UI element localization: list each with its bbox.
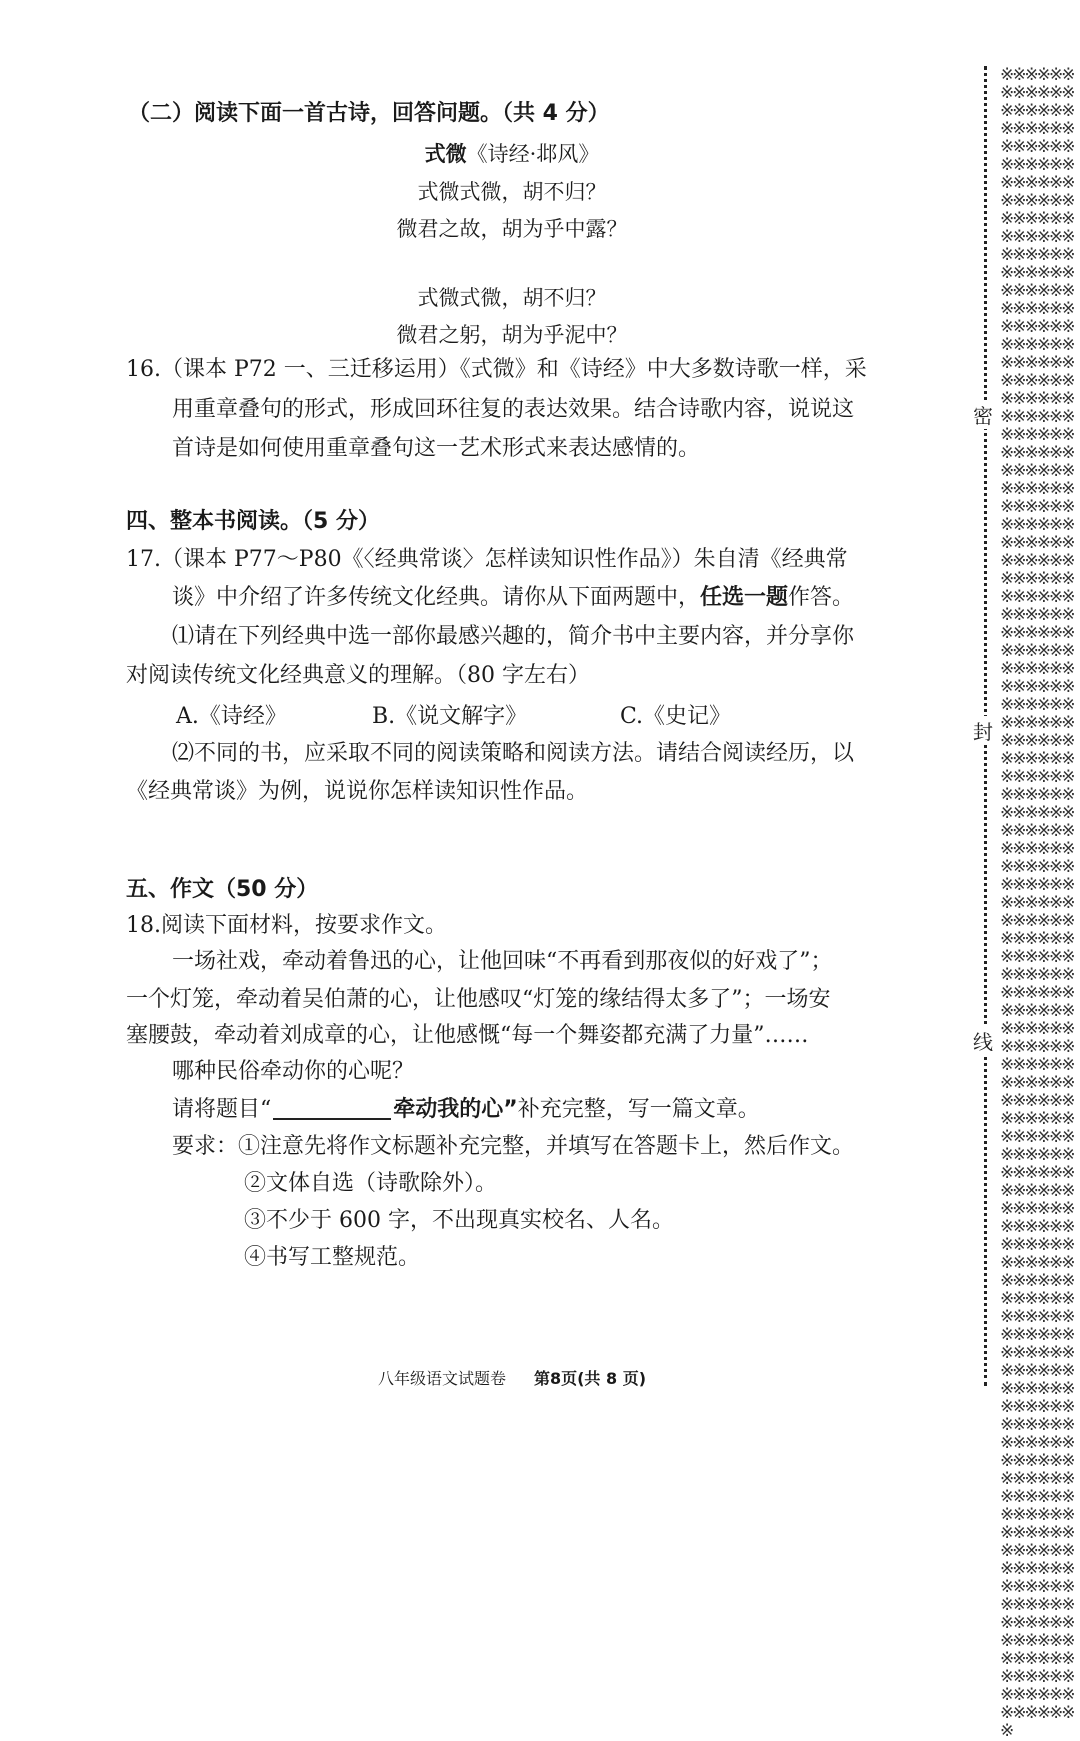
q18-requirement-1-line (172, 1133, 854, 1161)
q17-line-2-end: 作答。 (788, 585, 855, 610)
binding-label-xian: 线 (966, 1026, 1000, 1055)
q17-sub2-line-2: 《经典常谈》为例，说说你怎样读知识性作品。 (126, 779, 589, 804)
q18-title-prefix: 请将题目“ (172, 1097, 272, 1122)
option-a: A.《诗经》 (176, 704, 287, 729)
q17-options (176, 703, 731, 731)
requirement-1: ①注意先将作文标题补充完整，并填写在答题卡上，然后作文。 (238, 1134, 855, 1159)
section-4-heading: 四、整本书阅读。（5 分） (126, 509, 380, 534)
q18-question: 哪种民俗牵动你的心呢？ (172, 1059, 415, 1084)
q17-line-1: 17.（课本 P77～P80《〈经典常谈〉怎样读知识性作品》）朱自清《经典常 (126, 547, 848, 572)
footer-page-number: 第8页(共 8 页) (533, 1369, 647, 1388)
option-b: B.《说文解字》 (372, 704, 528, 729)
q17-sub2-line-1: ⑵不同的书，应采取不同的阅读策略和阅读方法。请结合阅读经历，以 (172, 741, 855, 766)
q18-material-line-1: 一场社戏，牵动着鲁迅的心，让他回味“不再看到那夜似的好戏了”； (172, 949, 833, 974)
q18-title-line (172, 1096, 760, 1124)
q17-sub1-line-2: 对阅读传统文化经典意义的理解。（80 字左右） (126, 663, 590, 688)
poem-line-1: 式微式微，胡不归？ (417, 180, 607, 204)
binding-label-feng: 封 (966, 716, 1000, 745)
q18-title-bold: 牵动我的心” (393, 1097, 518, 1122)
q16-line-1: 16.（课本 P72 一、三迁移运用）《式微》和《诗经》中大多数诗歌一样，采 (126, 357, 867, 382)
q18-material-line-3: 塞腰鼓，牵动着刘成章的心，让他感慨“每一个舞姿都充满了力量”…… (126, 1023, 809, 1048)
section-2-heading: （二）阅读下面一首古诗，回答问题。（共 4 分） (128, 101, 610, 126)
poem-line-2: 微君之故，胡为乎中露？ (396, 217, 628, 241)
poem-title: 式微 (424, 142, 467, 166)
binding-label-mi: 密 (966, 400, 1000, 429)
footer-title: 八年级语文试题卷 (377, 1369, 506, 1388)
poem-source: 《诗经·邶风》 (466, 142, 600, 166)
q18-intro: 18.阅读下面材料，按要求作文。 (126, 913, 447, 938)
q17-line-2-text: 谈》中介绍了许多传统文化经典。请你从下面两题中， (172, 585, 701, 610)
poem-line-4: 微君之躬，胡为乎泥中？ (396, 323, 628, 347)
requirement-label: 要求： (172, 1134, 239, 1159)
title-blank (273, 1096, 391, 1120)
q16-line-3: 首诗是如何使用重章叠句这一艺术形式来表达感情的。 (172, 436, 701, 461)
q17-sub1-line-1: ⑴请在下列经典中选一部你最感兴趣的，简介书中主要内容，并分享你 (172, 624, 855, 649)
poem-title-line (0, 140, 1024, 168)
q17-line-2 (172, 584, 854, 612)
poem-line-3: 式微式微，胡不归？ (417, 286, 607, 310)
requirement-3: ③不少于 600 字，不出现真实校名、人名。 (244, 1208, 674, 1233)
page-footer (0, 1366, 1024, 1389)
requirement-2: ②文体自选（诗歌除外）。 (244, 1171, 498, 1196)
section-5-heading: 五、作文（50 分） (126, 877, 319, 902)
q16-line-2: 用重章叠句的形式，形成回环往复的表达效果。结合诗歌内容，说说这 (172, 397, 855, 422)
q17-choose-one: 任选一题 (700, 585, 789, 610)
option-c: C.《史记》 (620, 704, 732, 729)
q18-material-line-2: 一个灯笼，牵动着吴伯萧的心，让他感叹“灯笼的缘结得太多了”；一场安 (126, 987, 831, 1012)
q18-title-suffix: 补充完整，写一篇文章。 (517, 1097, 760, 1122)
binding-pattern: ※※※※※※※※※※※※※※※※※※※※※※※※※※※※※※※※※※※※※※※※※※※※※※※※※※※※※※※※※※※※※※※※※※※※※※※※※※※※※※※※※※※※※※※※※※※※※※※※※※※※※※※※※※※※※※※※※※※※※※※※※※※※※※※※※※※※※※※※※※※※※※※※※※※※※※※※※※※※※※※※※※※※※※※※※※※※※※※※※※※※※※※※※※※※※※※※※※※※※※※※※※※※※※※※※※※※※※※※※※※※※※※※※※※※※※※※※※※※※※※※※※※※※※※※※※※※※※※※※※※※※※※※※※※※※※※※※※※※※※※※※※※※※※※※※※※※※※※※※※※※※※※※※※※※※※※※※※※※※※※※※※※※※※※※※※※※※※※※※※※※※※※※※※※※※※※※※※※※※※※※※※※※※※※※※※※※※※※※※※※※※※※※※※※※※※※※※※※※※※※※※※※※※※※※※※※※※※※※※※※※※※※※※※※※※※※※※※※※※※※※※※※※※※※※※※※※※※※※※※※※※※※※※※※※※※※※※※※※※※※※※※※※※※※※※※※※※※※※※※※※※※※※※※※※※※※※※※※※※※※※※※※※※※※※※※※※※※※※※※※※※※※※※※※※※※※※※ (1000, 65, 1074, 1741)
requirement-4: ④书写工整规范。 (244, 1245, 421, 1270)
